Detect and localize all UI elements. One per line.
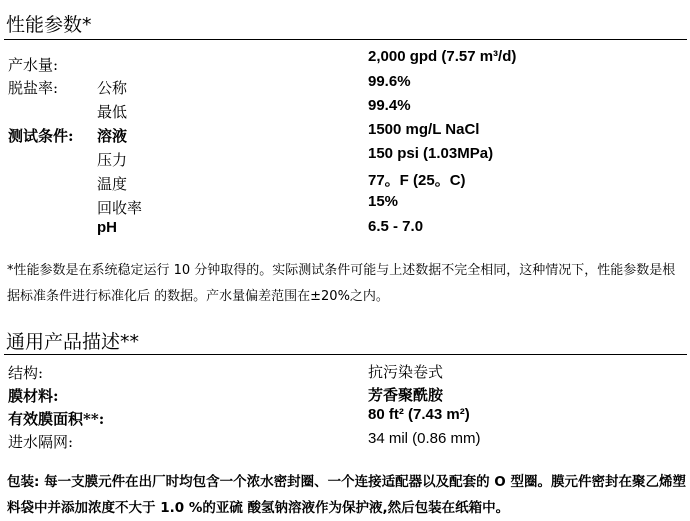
value-recovery: 15% xyxy=(368,193,399,210)
value-minimum-rejection: 99.4% xyxy=(368,97,411,114)
label-membrane-material: 膜材料: xyxy=(8,387,59,405)
label-test-conditions: 测试条件: xyxy=(8,127,74,145)
section-divider xyxy=(4,354,687,355)
value-feed-spacer: 34 mil (0.86 mm) xyxy=(368,430,481,447)
value-active-area: 80 ft² (7.43 m²) xyxy=(368,406,470,423)
section-title-description: 通用产品描述** xyxy=(6,331,140,353)
sublabel-pressure: 压力 xyxy=(97,151,128,169)
section-title-performance: 性能参数* xyxy=(6,14,92,36)
label-feed-spacer: 进水隔网: xyxy=(8,433,74,451)
value-product-water: 2,000 gpd (7.57 m³/d) xyxy=(368,48,517,65)
sublabel-solution: 溶液 xyxy=(97,127,128,145)
value-pressure: 150 psi (1.03MPa) xyxy=(368,145,494,162)
value-structure: 抗污染卷式 xyxy=(368,363,444,381)
value-solution: 1500 mg/L NaCl xyxy=(368,121,480,138)
sublabel-ph: pH xyxy=(97,219,117,236)
sublabel-nominal: 公称 xyxy=(97,79,128,97)
sublabel-recovery: 回收率 xyxy=(97,199,143,217)
value-nominal-rejection: 99.6% xyxy=(368,73,411,90)
value-membrane-material: 芳香聚酰胺 xyxy=(368,386,444,404)
sublabel-minimum: 最低 xyxy=(97,103,128,121)
packaging-label: 包装: xyxy=(7,474,40,490)
label-product-water: 产水量: xyxy=(8,56,59,74)
value-ph: 6.5 - 7.0 xyxy=(368,218,424,235)
packaging-paragraph xyxy=(7,469,687,521)
sublabel-temperature: 温度 xyxy=(97,175,128,193)
section-divider xyxy=(4,39,687,40)
label-structure: 结构: xyxy=(8,364,44,382)
packaging-text: 每一支膜元件在出厂时均包含一个浓水密封圈、一个连接适配器以及配套的 O 型圈。膜元件密封在聚乙烯塑料袋中并添加浓度不大于 1.0 %的亚硫 酸氢钠溶液作为保护液,然后包装在纸箱中。 xyxy=(7,474,686,516)
value-temperature: 77。F (25。C) xyxy=(368,172,466,189)
label-active-area: 有效膜面积**: xyxy=(8,410,105,428)
label-salt-rejection: 脱盐率: xyxy=(8,79,59,97)
performance-footnote: *性能参数是在系统稳定运行 10 分钟取得的。实际测试条件可能与上述数据不完全相同，这种情况下，性能参数是根据标准条件进行标准化后 的数据。产水量偏差范围在±20%之内。 xyxy=(7,263,676,304)
